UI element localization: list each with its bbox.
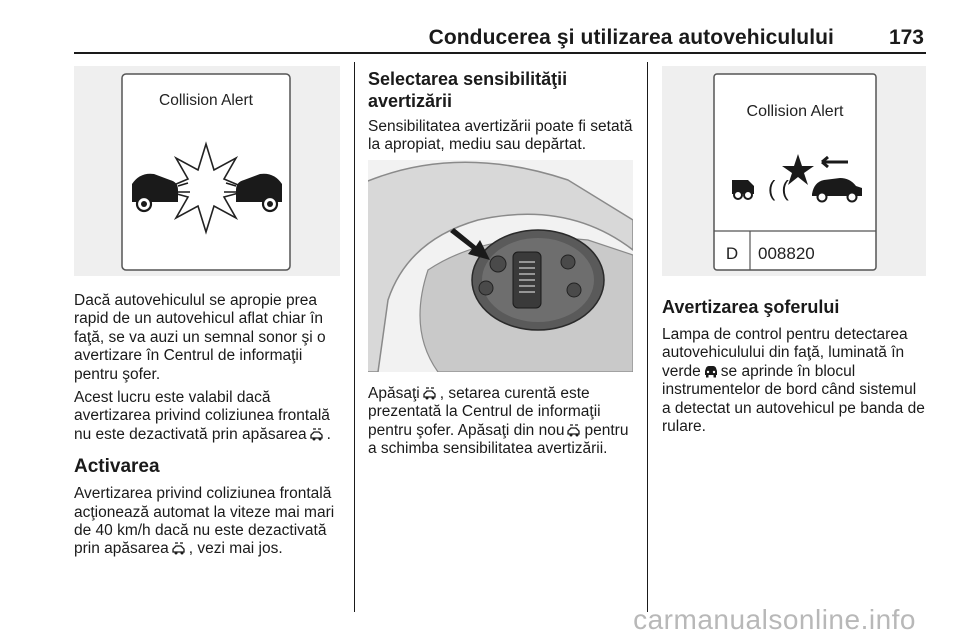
vehicle-ahead-indicator-icon xyxy=(704,365,718,378)
figure-code: 008820 xyxy=(758,244,815,263)
panel-title: Collision Alert xyxy=(746,103,844,120)
column-2-text xyxy=(368,385,640,459)
text-run: se aprinde în blocul instrumentelor de bord când sistemul a detectat un autovehicul pe banda de rulare. xyxy=(662,362,925,436)
collision-alert-display-illustration xyxy=(662,66,926,276)
text-run: , vezi mai jos. xyxy=(188,540,283,558)
column-2-intro xyxy=(368,68,640,155)
header-rule xyxy=(74,52,926,54)
page-number: 173 xyxy=(888,26,924,49)
collision-alert-button-icon xyxy=(172,542,186,555)
chapter-title: Conducerea şi utilizarea autovehiculului xyxy=(428,26,834,49)
text-run: Apăsaţi xyxy=(368,385,420,402)
paragraph-approach-warning: Dacă autovehiculul se apropie prea rapid de un autovehicul aflat chiar în faţă, se va auzi un semnal sonor şi o avertizare în Centrul de informaţii pentru şofer. xyxy=(74,292,326,383)
collision-alert-figure xyxy=(74,66,340,276)
steering-wheel-illustration xyxy=(368,160,633,372)
collision-alert-button-icon xyxy=(567,424,581,437)
section-heading-driver-warning: Avertizarea şoferului xyxy=(662,297,840,317)
paragraph-indicator-lamp xyxy=(662,326,928,436)
text-run: . xyxy=(326,425,331,443)
set-button xyxy=(561,255,575,269)
page-header xyxy=(74,26,926,54)
text-run: , setarea curentă este prezentată la Centrul de informaţii pentru şofer. Apăsaţi din nou xyxy=(368,385,601,439)
steering-wheel-figure xyxy=(368,160,633,372)
collision-alert-illustration xyxy=(74,66,340,276)
column-divider xyxy=(354,62,355,612)
cruise-button xyxy=(479,281,493,295)
cancel-button xyxy=(567,283,581,297)
collision-alert-display-figure xyxy=(662,66,926,276)
section-heading-activation: Activarea xyxy=(74,456,160,478)
column-3-text xyxy=(662,296,928,436)
text-run: Acest lucru este valabil dacă avertizarea privind coliziunea frontală nu este dezactivată prin apăsarea xyxy=(74,389,330,443)
signal-wave-icon: ( ( xyxy=(768,176,789,201)
section-heading-sensitivity: Selectarea sensibilităţii avertizării xyxy=(368,69,568,111)
column-divider xyxy=(647,62,648,612)
collision-alert-button-icon xyxy=(423,387,437,400)
panel-title: Collision Alert xyxy=(159,92,253,109)
paragraph-deactivation-note xyxy=(74,389,346,444)
text-run: Avertizarea privind coliziunea frontală acţionează automat la viteze mai mari de 40 km/h dacă nu este dezactivată prin apăsarea xyxy=(74,485,335,558)
text-run: pentru a schimba sensibilitatea avertizării. xyxy=(368,421,629,458)
watermark: carmanualsonline.info xyxy=(633,604,916,635)
collision-alert-button xyxy=(490,256,506,272)
figure-letter: D xyxy=(725,244,739,263)
paragraph-activation xyxy=(74,485,346,559)
text-run: Lampa de control pentru detectarea autovehiculului din faţă, luminată în verde xyxy=(662,326,908,380)
collision-alert-button-icon xyxy=(310,428,324,441)
paragraph-sensitivity: Sensibilitatea avertizării poate fi setată la apropiat, mediu sau depărtat. xyxy=(368,118,633,154)
paragraph-press-button xyxy=(368,385,640,459)
column-1-text xyxy=(74,292,346,559)
